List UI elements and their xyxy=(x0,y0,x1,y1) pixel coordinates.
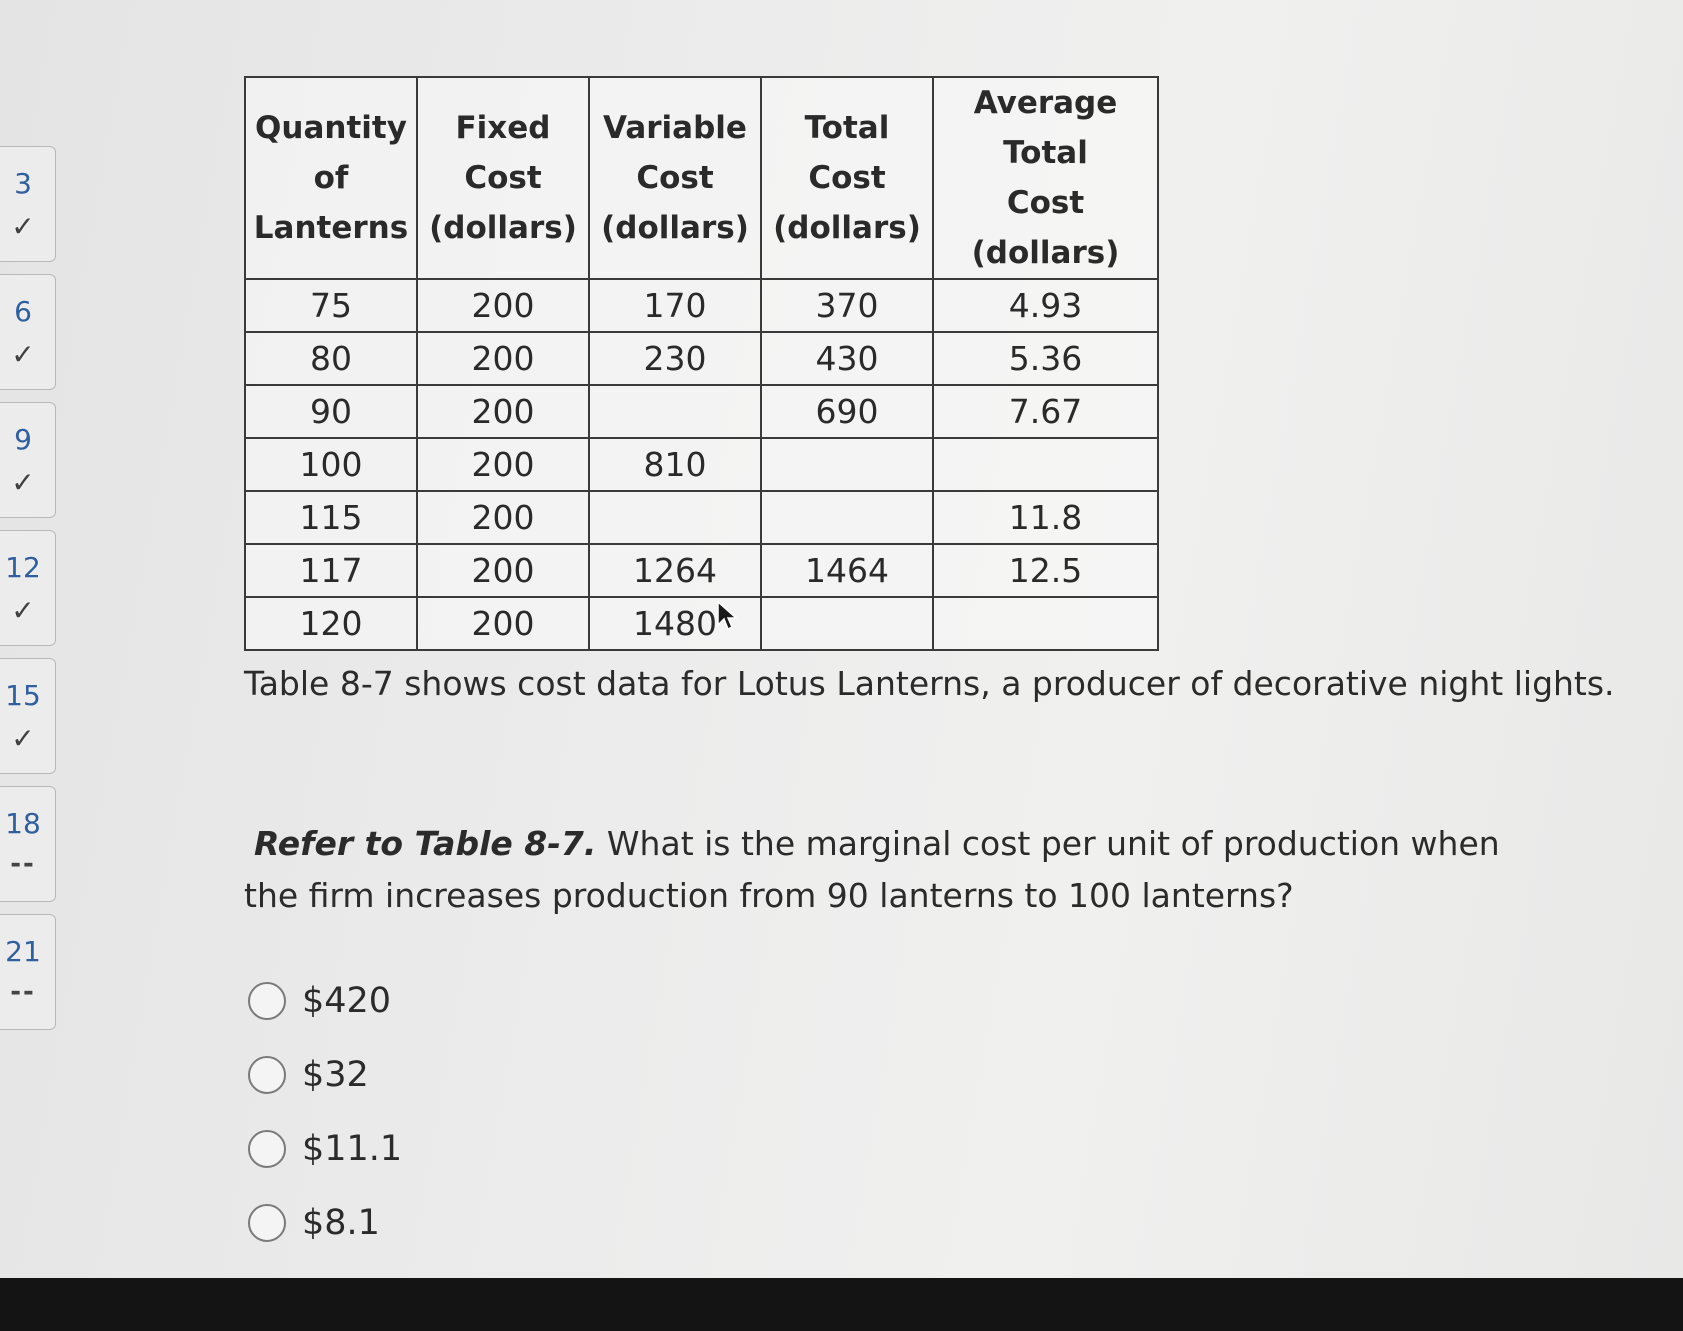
header-total-cost xyxy=(761,77,933,279)
answer-option[interactable] xyxy=(248,1112,402,1186)
cell-fixed-cost: 200 xyxy=(417,279,589,332)
answer-option[interactable] xyxy=(248,1038,402,1112)
cell-fixed-cost: 200 xyxy=(417,385,589,438)
cell-quantity: 90 xyxy=(245,385,417,438)
header-line: Fixed Cost xyxy=(455,110,551,196)
header-line: (dollars) xyxy=(773,210,921,246)
table-row xyxy=(245,597,1158,650)
nav-item-6[interactable] xyxy=(0,274,56,390)
cell-fixed-cost: 200 xyxy=(417,438,589,491)
radio-button[interactable] xyxy=(248,1056,286,1094)
cell-average-total-cost: 4.93 xyxy=(933,279,1158,332)
nav-item-18[interactable] xyxy=(0,786,56,902)
check-icon: ✓ xyxy=(11,338,35,371)
radio-button[interactable] xyxy=(248,1204,286,1242)
header-line: Lanterns xyxy=(253,210,409,246)
cell-total-cost xyxy=(761,438,933,491)
option-label: $11.1 xyxy=(302,1129,403,1169)
nav-number: 21 xyxy=(5,935,41,968)
nav-number: 18 xyxy=(5,807,41,840)
unanswered-dash-icon: -- xyxy=(10,977,36,1007)
nav-item-21[interactable] xyxy=(0,914,56,1030)
cell-average-total-cost xyxy=(933,438,1158,491)
nav-number: 15 xyxy=(5,679,41,712)
cost-table xyxy=(244,76,1159,651)
header-quantity xyxy=(245,77,417,279)
cell-fixed-cost: 200 xyxy=(417,544,589,597)
table-row xyxy=(245,544,1158,597)
nav-item-15[interactable] xyxy=(0,658,56,774)
mouse-cursor-icon xyxy=(717,601,737,631)
nav-number: 12 xyxy=(5,551,41,584)
header-line: Total Cost xyxy=(804,110,890,196)
cell-total-cost: 430 xyxy=(761,332,933,385)
cell-fixed-cost: 200 xyxy=(417,491,589,544)
cell-average-total-cost: 7.67 xyxy=(933,385,1158,438)
nav-number: 9 xyxy=(14,423,32,456)
table-header-row xyxy=(245,77,1158,279)
question-text: What is the marginal cost per unit of production when the firm increases production from 90 lanterns to 100 lanterns? xyxy=(244,824,1500,915)
unanswered-dash-icon: -- xyxy=(10,849,36,879)
cell-quantity: 80 xyxy=(245,332,417,385)
header-fixed-cost xyxy=(417,77,589,279)
cell-average-total-cost: 11.8 xyxy=(933,491,1158,544)
check-icon: ✓ xyxy=(11,210,35,243)
cell-variable-cost: 810 xyxy=(589,438,761,491)
option-label: $8.1 xyxy=(302,1203,380,1243)
cell-variable-cost: 170 xyxy=(589,279,761,332)
cell-quantity: 115 xyxy=(245,491,417,544)
nav-item-3[interactable] xyxy=(0,146,56,262)
header-line: Variable xyxy=(603,110,747,146)
monitor-bezel xyxy=(0,1278,1683,1331)
table-row xyxy=(245,332,1158,385)
table-caption: Table 8-7 shows cost data for Lotus Lanterns, a producer of decorative night lights. xyxy=(244,664,1615,703)
cell-variable-cost: 1480 xyxy=(589,597,761,650)
cell-average-total-cost xyxy=(933,597,1158,650)
header-line: of xyxy=(313,160,349,196)
radio-button[interactable] xyxy=(248,1130,286,1168)
header-average-total-cost xyxy=(933,77,1158,279)
header-line: (dollars) xyxy=(601,210,749,246)
cell-variable-cost: 1264 xyxy=(589,544,761,597)
header-line: Cost xyxy=(636,160,714,196)
question-prompt xyxy=(244,818,1544,922)
check-icon: ✓ xyxy=(11,466,35,499)
header-variable-cost xyxy=(589,77,761,279)
option-label: $420 xyxy=(302,981,392,1021)
cell-fixed-cost: 200 xyxy=(417,332,589,385)
option-label: $32 xyxy=(302,1055,369,1095)
table-row xyxy=(245,491,1158,544)
cell-variable-cost xyxy=(589,491,761,544)
radio-button[interactable] xyxy=(248,982,286,1020)
cell-quantity: 75 xyxy=(245,279,417,332)
nav-number: 3 xyxy=(14,167,32,200)
answer-option[interactable] xyxy=(248,1186,402,1260)
nav-number: 6 xyxy=(14,295,32,328)
cell-average-total-cost: 12.5 xyxy=(933,544,1158,597)
cell-total-cost: 1464 xyxy=(761,544,933,597)
cell-total-cost: 690 xyxy=(761,385,933,438)
cell-total-cost: 370 xyxy=(761,279,933,332)
question-reference: Refer to Table 8-7. xyxy=(254,824,597,863)
answer-options xyxy=(248,964,402,1260)
table-row xyxy=(245,279,1158,332)
check-icon: ✓ xyxy=(11,722,35,755)
header-line: Cost (dollars) xyxy=(971,185,1120,271)
table-row xyxy=(245,385,1158,438)
cell-variable-cost xyxy=(589,385,761,438)
header-line: Average Total xyxy=(973,85,1118,171)
answer-option[interactable] xyxy=(248,964,402,1038)
check-icon: ✓ xyxy=(11,594,35,627)
cell-total-cost xyxy=(761,597,933,650)
nav-item-12[interactable] xyxy=(0,530,56,646)
cell-fixed-cost: 200 xyxy=(417,597,589,650)
header-line: (dollars) xyxy=(429,210,577,246)
table-row xyxy=(245,438,1158,491)
nav-item-9[interactable] xyxy=(0,402,56,518)
cell-quantity: 100 xyxy=(245,438,417,491)
cell-quantity: 117 xyxy=(245,544,417,597)
cell-total-cost xyxy=(761,491,933,544)
cell-variable-cost: 230 xyxy=(589,332,761,385)
cell-quantity: 120 xyxy=(245,597,417,650)
header-line: Quantity xyxy=(255,110,407,146)
cell-average-total-cost: 5.36 xyxy=(933,332,1158,385)
